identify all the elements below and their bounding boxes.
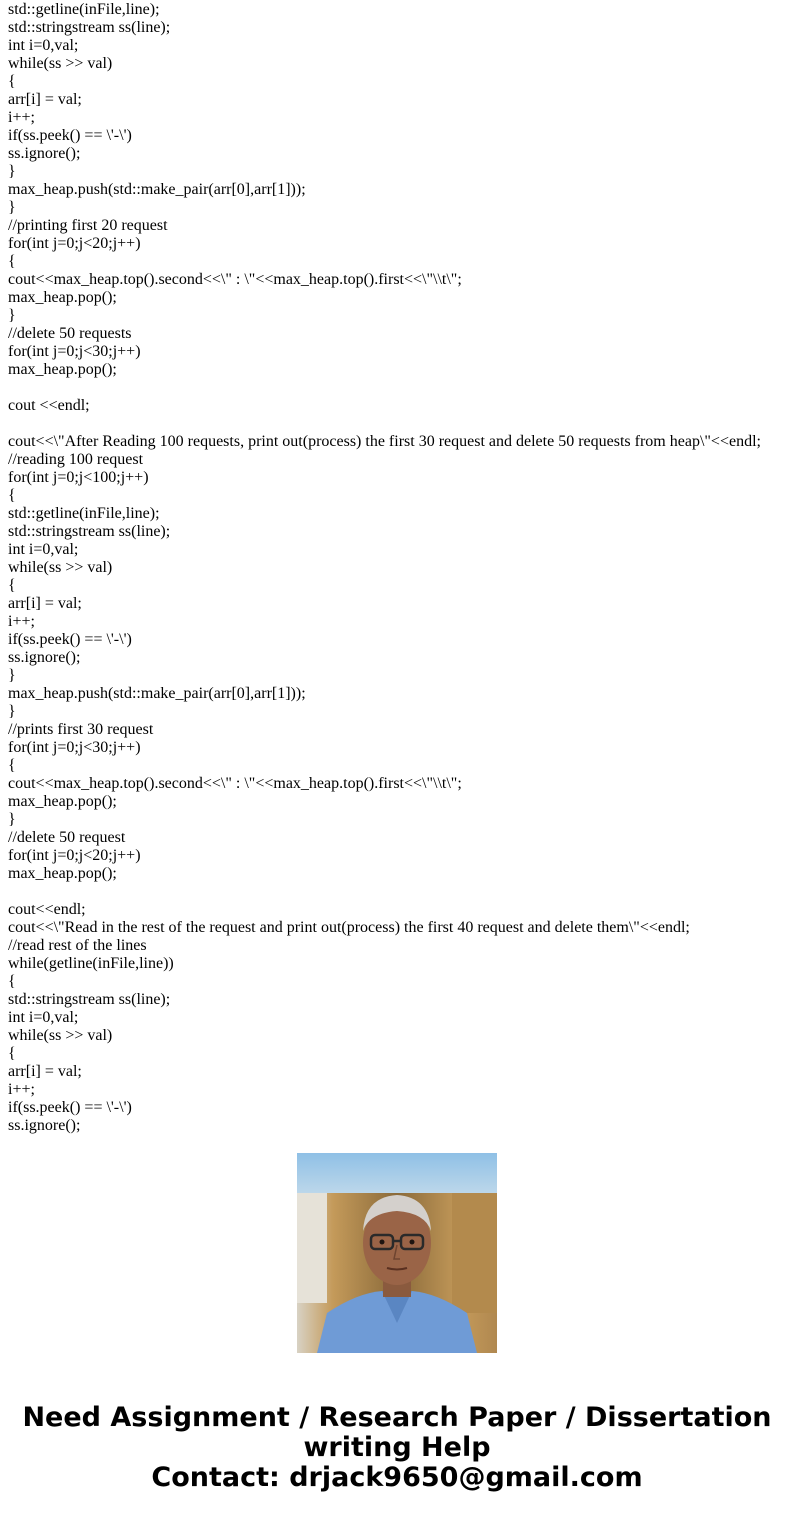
- code-line: }: [8, 703, 16, 720]
- code-line: {: [8, 757, 16, 774]
- code-line: [8, 379, 788, 397]
- code-line: }: [8, 811, 16, 828]
- code-line: {: [8, 73, 16, 90]
- code-line: cout<<\"Read in the rest of the request and print out(process) the first 40 request and delete them\"<<endl;: [8, 919, 690, 936]
- code-line: //read rest of the lines: [8, 937, 147, 954]
- author-photo: [297, 1153, 497, 1353]
- code-line: std::stringstream ss(line);: [8, 19, 171, 36]
- code-line: max_heap.push(std::make_pair(arr[0],arr[1]));: [8, 685, 306, 702]
- code-line: for(int j=0;j<20;j++): [8, 847, 141, 864]
- code-line: //delete 50 requests: [8, 325, 132, 342]
- code-line: for(int j=0;j<30;j++): [8, 739, 141, 756]
- promo-contact: Contact: drjack9650@gmail.com: [151, 1462, 643, 1493]
- author-avatar: [297, 1153, 497, 1353]
- code-line: if(ss.peek() == \'-\'): [8, 1099, 132, 1116]
- code-line: int i=0,val;: [8, 37, 79, 54]
- code-line: max_heap.pop();: [8, 289, 117, 306]
- code-line: std::getline(inFile,line);: [8, 505, 160, 522]
- code-line: for(int j=0;j<30;j++): [8, 343, 141, 360]
- code-line: i++;: [8, 613, 35, 630]
- code-listing: [8, 1, 788, 1134]
- code-line: }: [8, 199, 16, 216]
- code-line: if(ss.peek() == \'-\'): [8, 127, 132, 144]
- promo-line-1: Need Assignment / Research Paper / Dissertation: [22, 1402, 772, 1433]
- code-line: int i=0,val;: [8, 541, 79, 558]
- code-line: std::stringstream ss(line);: [8, 523, 171, 540]
- code-line: {: [8, 487, 16, 504]
- code-line: for(int j=0;j<100;j++): [8, 469, 149, 486]
- code-line: for(int j=0;j<20;j++): [8, 235, 141, 252]
- code-line: while(ss >> val): [8, 1027, 113, 1044]
- code-line: ss.ignore();: [8, 649, 81, 666]
- promo-banner: [0, 1403, 794, 1493]
- code-line: [8, 883, 788, 901]
- code-line: cout<<\"After Reading 100 requests, print out(process) the first 30 request and delete 50 requests from heap\"<<endl;: [8, 433, 761, 450]
- code-line: cout<<max_heap.top().second<<\" : \"<<max_heap.top().first<<\"\\t\";: [8, 271, 462, 288]
- code-line: ss.ignore();: [8, 145, 81, 162]
- code-line: arr[i] = val;: [8, 595, 82, 612]
- code-line: max_heap.pop();: [8, 793, 117, 810]
- code-line: while(getline(inFile,line)): [8, 955, 174, 972]
- code-line: {: [8, 577, 16, 594]
- code-line: while(ss >> val): [8, 55, 113, 72]
- code-line: i++;: [8, 109, 35, 126]
- code-line: }: [8, 163, 16, 180]
- code-line: //delete 50 request: [8, 829, 126, 846]
- code-line: {: [8, 1045, 16, 1062]
- code-line: if(ss.peek() == \'-\'): [8, 631, 132, 648]
- code-line: max_heap.push(std::make_pair(arr[0],arr[1]));: [8, 181, 306, 198]
- promo-line-2: writing Help: [303, 1432, 491, 1463]
- code-line: std::stringstream ss(line);: [8, 991, 171, 1008]
- code-line: max_heap.pop();: [8, 361, 117, 378]
- code-line: [8, 415, 788, 433]
- code-line: }: [8, 667, 16, 684]
- code-line: cout<<max_heap.top().second<<\" : \"<<max_heap.top().first<<\"\\t\";: [8, 775, 462, 792]
- code-line: }: [8, 307, 16, 324]
- code-line: {: [8, 973, 16, 990]
- code-line: //prints first 30 request: [8, 721, 154, 738]
- code-line: ss.ignore();: [8, 1117, 81, 1134]
- code-line: //reading 100 request: [8, 451, 144, 468]
- code-line: cout <<endl;: [8, 397, 90, 414]
- code-line: {: [8, 253, 16, 270]
- code-line: max_heap.pop();: [8, 865, 117, 882]
- code-line: int i=0,val;: [8, 1009, 79, 1026]
- code-line: arr[i] = val;: [8, 1063, 82, 1080]
- code-line: //printing first 20 request: [8, 217, 168, 234]
- code-line: i++;: [8, 1081, 35, 1098]
- code-line: std::getline(inFile,line);: [8, 1, 160, 18]
- code-line: arr[i] = val;: [8, 91, 82, 108]
- code-line: cout<<endl;: [8, 901, 86, 918]
- code-line: while(ss >> val): [8, 559, 113, 576]
